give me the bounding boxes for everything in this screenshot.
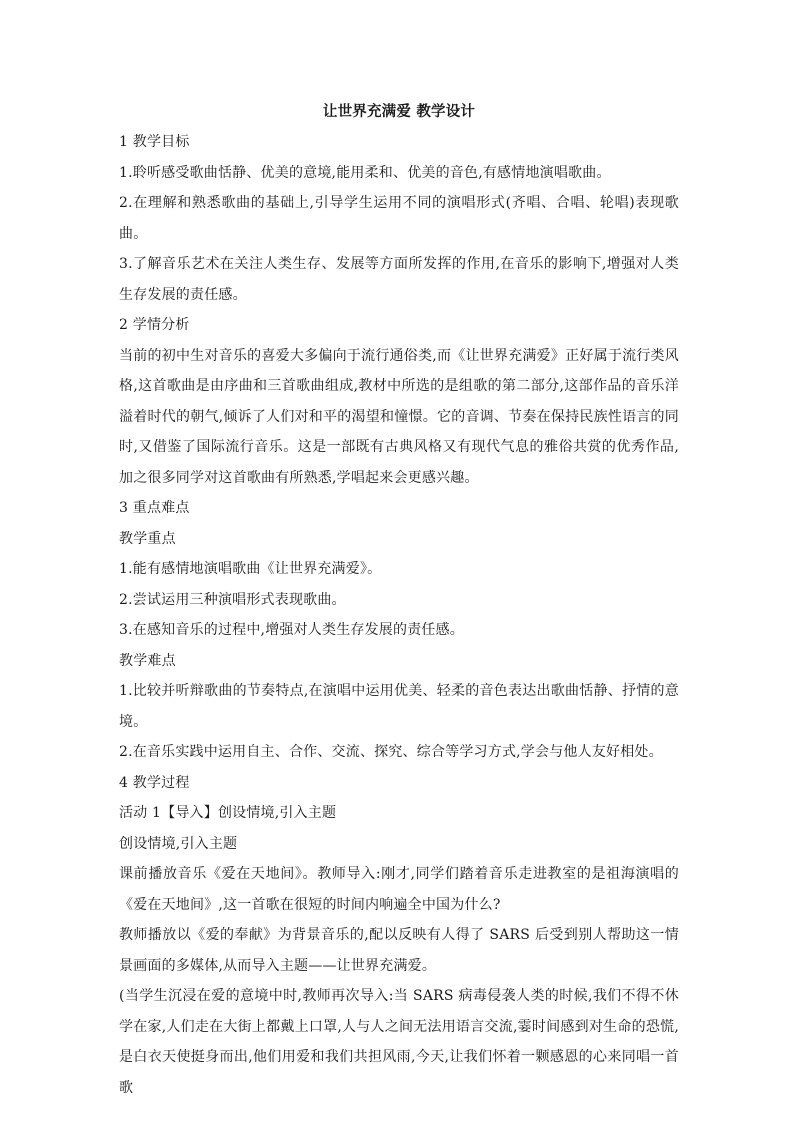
objective-item: 3.了解音乐艺术在关注人类生存、发展等方面所发挥的作用,在音乐的影响下,增强对人类生存发展的责任感。 [119,256,679,303]
activity-heading: 活动 1【导入】创设情境,引入主题 [119,805,337,821]
difficulty-item: 2.在音乐实践中运用自主、合作、交流、探究、综合等学习方式,学会与他人友好相处。 [119,744,663,760]
document-title: 让世界充满爱 教学设计 [322,103,476,120]
key-point-item: 3.在感知音乐的过程中,增强对人类生存发展的责任感。 [119,622,465,638]
analysis-paragraph: 当前的初中生对音乐的喜爱大多偏向于流行通俗类,而《让世界充满爱》正好属于流行类风格,这首歌曲是由序曲和三首歌曲组成,教材中所选的是组歌的第二部分,这部作品的音乐洋溢着时代的朝气,倾诉了人们对和平的渴望和憧憬。它的音调、节奏在保持民族性语言的同时,又借鉴了国际流行音乐。这是一部既有古典风格又有现代气息的雅俗共赏的优秀作品,加之很多同学对这首歌曲有所熟悉,学唱起来会更感兴趣。 [119,347,679,486]
key-point-item: 1.能有感情地演唱歌曲《让世界充满爱》。 [119,561,382,577]
objective-item: 1.聆听感受歌曲恬静、优美的意境,能用柔和、优美的音色,有感情地演唱歌曲。 [119,164,611,181]
subheading-key-points: 教学重点 [119,530,176,547]
key-point-item: 2.尝试运用三种演唱形式表现歌曲。 [119,591,346,608]
difficulty-item: 1.比较并听辩歌曲的节奏特点,在演唱中运用优美、轻柔的音色表达出歌曲恬静、抒情的意境。 [119,683,679,730]
process-paragraph: 教师播放以《爱的奉献》为背景音乐的,配以反映有人得了 SARS 后受到别人帮助这一情景画面的多媒体,从而导入主题——让世界充满爱。 [119,927,679,974]
section-heading-analysis: 2 学情分析 [119,317,190,333]
section-heading-key-points: 3 重点难点 [119,500,190,516]
objective-item: 2.在理解和熟悉歌曲的基础上,引导学生运用不同的演唱形式(齐唱、合唱、轮唱)表现歌曲。 [119,195,679,242]
activity-subheading: 创设情境,引入主题 [119,835,238,852]
section-heading-objectives: 1 教学目标 [119,134,190,150]
process-paragraph: 课前播放音乐《爱在天地间》。教师导入:刚才,同学们踏着音乐走进教室的是祖海演唱的《爱在天地间》,这一首歌在很短的时间内响遍全中国为什么? [119,866,679,913]
subheading-difficulties: 教学难点 [119,652,176,669]
section-heading-process: 4 教学过程 [119,774,190,791]
document-body [119,97,679,1103]
process-paragraph: (当学生沉浸在爱的意境中时,教师再次导入:当 SARS 病毒侵袭人类的时候,我们不得不休学在家,人们走在大街上都戴上口罩,人与人之间无法用语言交流,霎时间感到对生命的恐慌,是白衣天使挺身而出,他们用爱和我们共担风雨,今天,让我们怀着一颗感恩的心来同唱一首歌 [119,988,679,1096]
